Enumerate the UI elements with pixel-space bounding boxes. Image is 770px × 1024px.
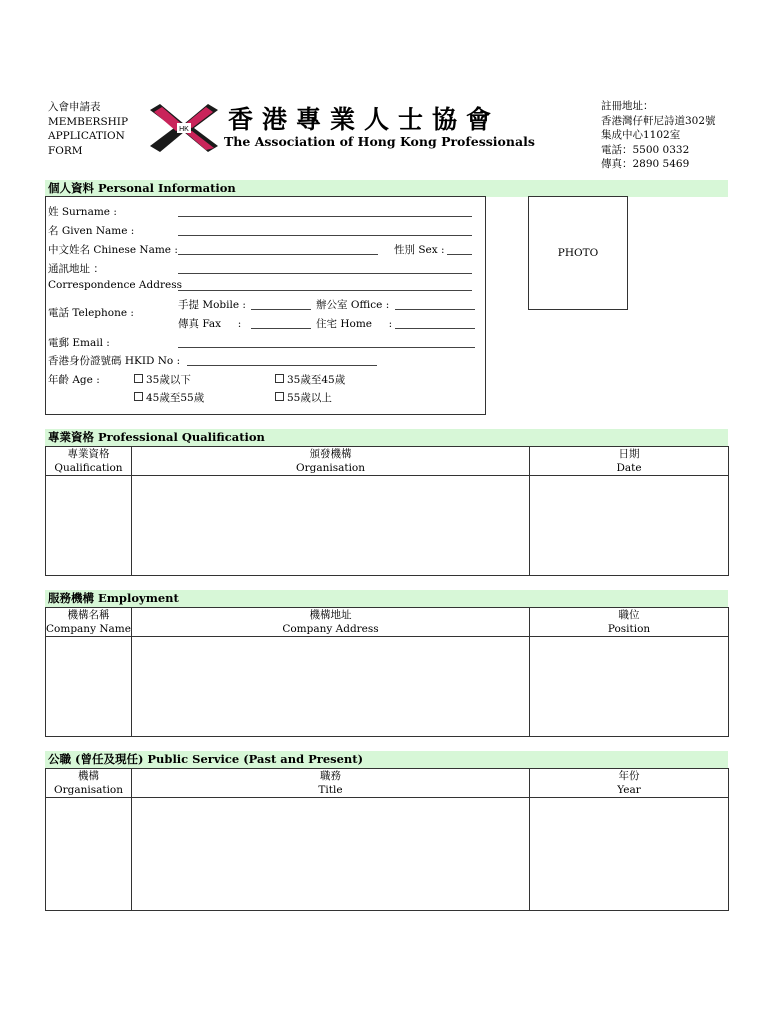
age-option-35-45-label: 35歲至45歲 bbox=[287, 374, 346, 386]
form-title-line-3: FORM bbox=[48, 144, 83, 157]
logo-text: HK bbox=[179, 126, 189, 133]
office-label: 辦公室 Office : bbox=[316, 299, 390, 311]
registered-address bbox=[601, 99, 716, 172]
table-row bbox=[46, 637, 729, 737]
table-row bbox=[46, 476, 729, 576]
fax-field[interactable] bbox=[251, 328, 311, 329]
date-cell[interactable] bbox=[530, 476, 729, 576]
sex-field[interactable] bbox=[447, 254, 472, 255]
sex-label: 性別 Sex : bbox=[394, 244, 445, 256]
position-cell[interactable] bbox=[530, 637, 729, 737]
column-header: 年份 Year bbox=[530, 769, 729, 798]
table-header-row bbox=[46, 608, 729, 637]
section-personal-information: 個人資料 Personal Information bbox=[45, 180, 728, 197]
address-cn-label: 通訊地址 ： bbox=[48, 263, 104, 275]
checkbox-icon[interactable] bbox=[134, 392, 143, 401]
address-field-2[interactable] bbox=[178, 290, 472, 291]
age-option-45-55[interactable] bbox=[134, 390, 204, 405]
photo-box[interactable] bbox=[528, 196, 628, 310]
hkid-field[interactable] bbox=[187, 365, 377, 366]
mobile-label: 手提 Mobile : bbox=[178, 299, 246, 311]
age-option-under-35[interactable] bbox=[134, 372, 191, 387]
column-header: 職位 Position bbox=[530, 608, 729, 637]
address-line-2: 集成中心1102室 bbox=[601, 129, 681, 141]
form-title-cn: 入會申請表 bbox=[48, 101, 101, 113]
table-row bbox=[46, 798, 729, 911]
age-option-45-55-label: 45歲至55歲 bbox=[146, 392, 205, 404]
association-name-en: The Association of Hong Kong Professionals bbox=[224, 134, 535, 149]
photo-label: PHOTO bbox=[557, 247, 599, 259]
public-service-table bbox=[45, 768, 729, 911]
personal-info-box bbox=[45, 196, 486, 415]
table-header-row bbox=[46, 769, 729, 798]
given-name-field[interactable] bbox=[178, 235, 472, 236]
address-field-1[interactable] bbox=[178, 273, 472, 274]
qualification-cell[interactable] bbox=[46, 476, 132, 576]
address-en-label: Correspondence Address bbox=[48, 279, 182, 291]
address-label: 註冊地址： bbox=[601, 100, 654, 112]
age-option-under-35-label: 35歲以下 bbox=[146, 374, 191, 386]
column-header: 職務 Title bbox=[132, 769, 530, 798]
company-name-cell[interactable] bbox=[46, 637, 132, 737]
home-field[interactable] bbox=[395, 328, 475, 329]
checkbox-icon[interactable] bbox=[275, 374, 284, 383]
surname-label: 姓 Surname : bbox=[48, 206, 117, 218]
chinese-name-field[interactable] bbox=[178, 254, 378, 255]
home-label: 住宅 Home : bbox=[316, 318, 393, 330]
section-employment: 服務機構 Employment bbox=[45, 590, 728, 607]
checkbox-icon[interactable] bbox=[134, 374, 143, 383]
surname-field[interactable] bbox=[178, 216, 472, 217]
given-name-label: 名 Given Name : bbox=[48, 225, 135, 237]
company-address-cell[interactable] bbox=[132, 637, 530, 737]
age-option-35-45[interactable] bbox=[275, 372, 345, 387]
column-header: 頒發機構 Organisation bbox=[132, 447, 530, 476]
address-fax: 傳真：2890 5469 bbox=[601, 158, 690, 170]
employment-table bbox=[45, 607, 729, 737]
email-field[interactable] bbox=[178, 347, 475, 348]
column-header: 日期 Date bbox=[530, 447, 729, 476]
telephone-label: 電話 Telephone : bbox=[48, 307, 134, 319]
column-header: 機構 Organisation bbox=[46, 769, 132, 798]
section-public-service: 公職 (曾任及現任) Public Service (Past and Present) bbox=[45, 751, 728, 768]
organisation-cell[interactable] bbox=[132, 476, 530, 576]
checkbox-icon[interactable] bbox=[275, 392, 284, 401]
column-header: 專業資格 Qualification bbox=[46, 447, 132, 476]
association-name-cn: 香港專業人士協會 bbox=[228, 105, 501, 134]
chinese-name-label: 中文姓名 Chinese Name : bbox=[48, 244, 178, 256]
qualification-table bbox=[45, 446, 729, 576]
column-header: 機構名稱 Company Name bbox=[46, 609, 131, 635]
organisation-cell[interactable] bbox=[46, 798, 132, 911]
age-label: 年齡 Age : bbox=[48, 374, 100, 386]
column-header: 機構地址 Company Address bbox=[132, 608, 530, 637]
section-professional-qualification: 專業資格 Professional Qualification bbox=[45, 429, 728, 446]
form-title-line-2: APPLICATION bbox=[48, 130, 125, 142]
address-line-1: 香港灣仔軒尼詩道302號 bbox=[601, 114, 716, 127]
association-logo bbox=[150, 104, 218, 152]
email-label: 電郵 Email : bbox=[48, 337, 110, 349]
title-cell[interactable] bbox=[132, 798, 530, 911]
year-cell[interactable] bbox=[530, 798, 729, 911]
table-header-row bbox=[46, 447, 729, 476]
form-title bbox=[48, 100, 128, 158]
mobile-field[interactable] bbox=[251, 309, 311, 310]
hkid-label: 香港身份證號碼 HKID No : bbox=[48, 355, 181, 367]
fax-label: 傳真 Fax : bbox=[178, 318, 242, 330]
form-title-line-1: MEMBERSHIP bbox=[48, 115, 129, 128]
age-option-over-55[interactable] bbox=[275, 390, 332, 405]
age-option-over-55-label: 55歲以上 bbox=[287, 392, 332, 404]
office-field[interactable] bbox=[395, 309, 475, 310]
address-phone: 電話：5500 0332 bbox=[601, 143, 690, 156]
